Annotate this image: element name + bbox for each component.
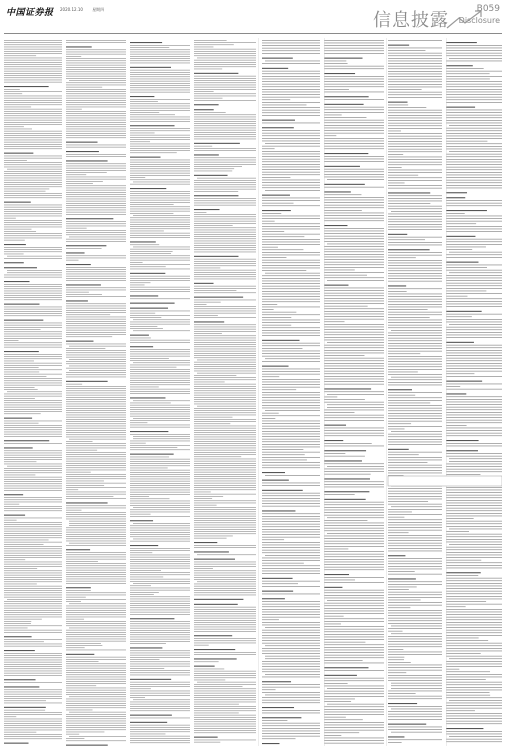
- issue-date: 2020.12.10: [60, 7, 83, 12]
- disclosure-page-body: [4, 38, 502, 746]
- text-lines: [4, 40, 502, 746]
- header-rule: [4, 33, 502, 34]
- issue-weekday: 星期四: [92, 7, 105, 12]
- section-title: 信息披露: [373, 10, 449, 31]
- body-text-columns: [4, 38, 502, 746]
- newspaper-masthead: 中国证券报: [6, 8, 54, 18]
- section-english: Disclosure: [458, 16, 500, 25]
- issue-meta: [60, 7, 112, 13]
- page-header: [0, 0, 506, 34]
- section-code: B059: [476, 4, 500, 14]
- notice-table: [388, 476, 502, 486]
